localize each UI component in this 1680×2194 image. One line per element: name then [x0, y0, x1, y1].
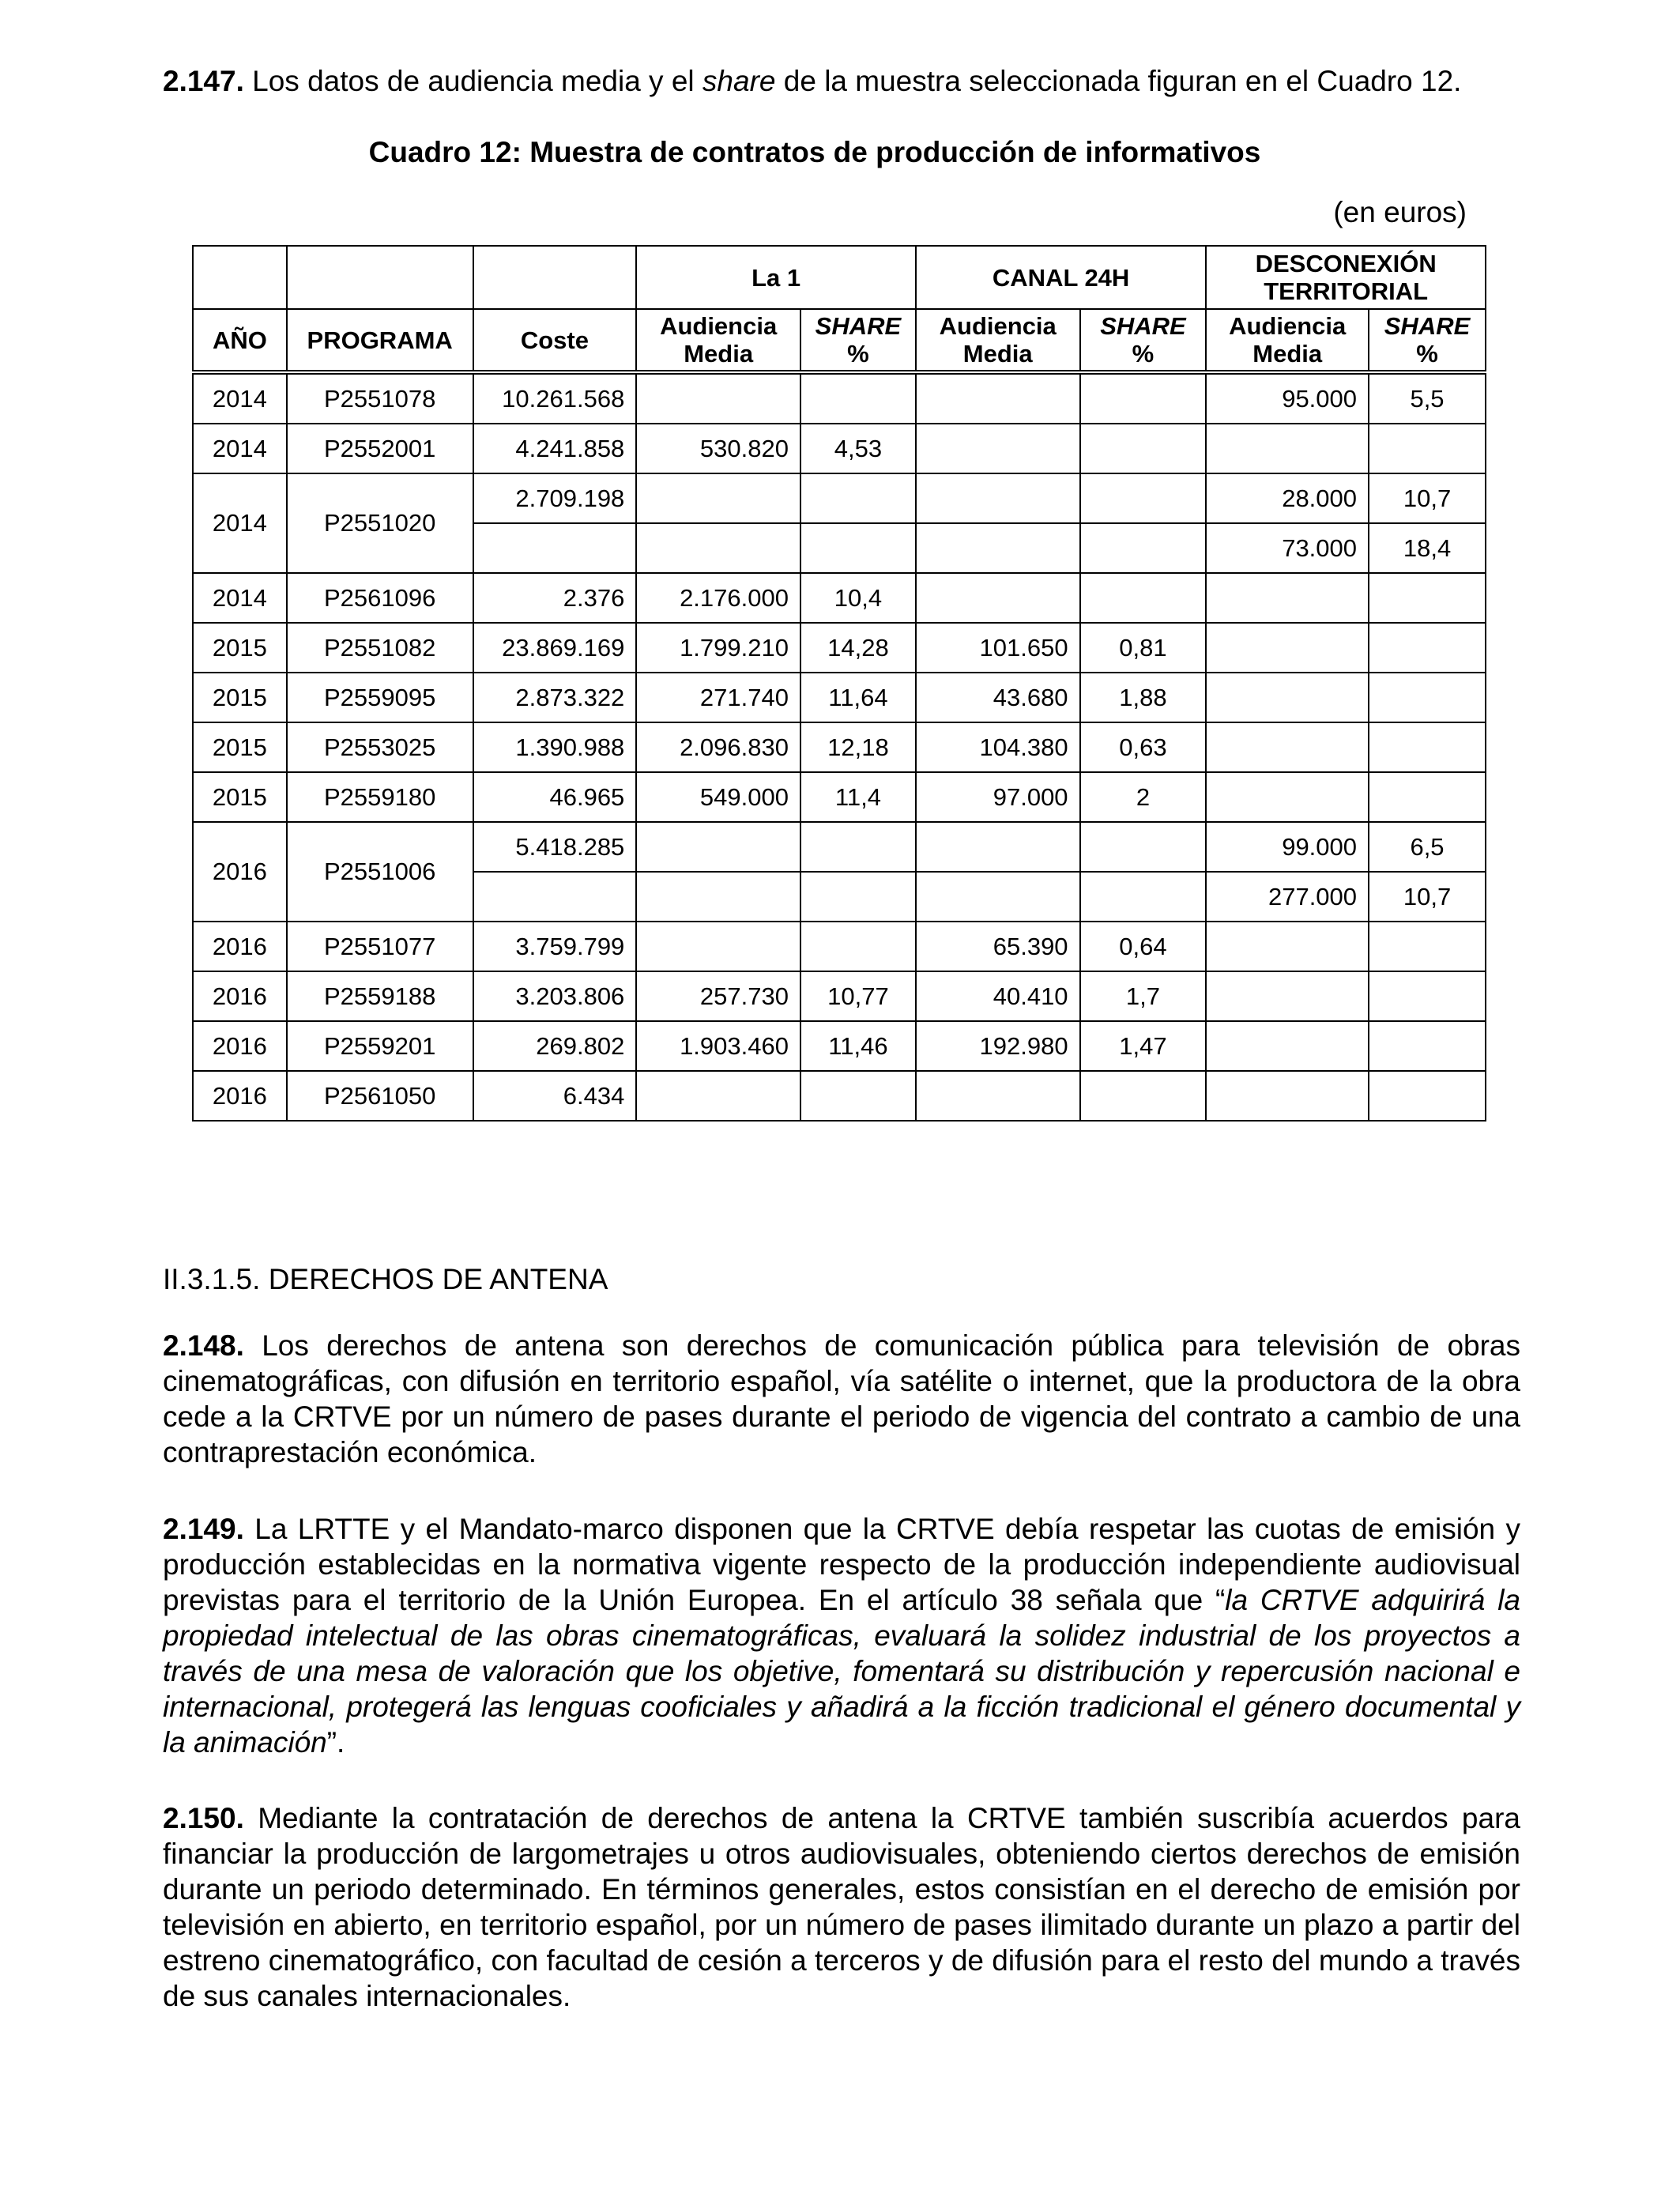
- la1-audiencia-cell: 257.730: [636, 971, 800, 1021]
- programa-cell: P2559201: [287, 1021, 473, 1071]
- canal24-audiencia-cell: 104.380: [916, 722, 1080, 772]
- table-row: [193, 623, 1486, 673]
- data-table: [192, 245, 1486, 1122]
- header-anio: AÑO: [193, 309, 287, 372]
- header-empty: [287, 246, 473, 309]
- la1-audiencia-cell: [636, 872, 800, 922]
- coste-cell: 5.418.285: [473, 822, 637, 872]
- canal24-share-cell: [1080, 822, 1207, 872]
- la1-share-cell: [800, 1071, 916, 1121]
- canal24-audiencia-cell: 40.410: [916, 971, 1080, 1021]
- desconexion-share-cell: [1369, 1021, 1486, 1071]
- header-audiencia: Audiencia Media: [916, 309, 1080, 372]
- header-audiencia: Audiencia Media: [1206, 309, 1369, 372]
- header-empty: [473, 246, 637, 309]
- desconexion-share-cell: [1369, 971, 1486, 1021]
- anio-cell: 2014: [193, 372, 287, 424]
- coste-cell: 2.873.322: [473, 673, 637, 722]
- canal24-share-cell: [1080, 372, 1207, 424]
- table-row: [193, 722, 1486, 772]
- canal24-share-cell: 0,81: [1080, 623, 1207, 673]
- canal24-share-cell: [1080, 523, 1207, 573]
- paragraph-italic: share: [702, 65, 776, 97]
- la1-share-cell: 10,4: [800, 573, 916, 623]
- coste-cell: 6.434: [473, 1071, 637, 1121]
- desconexion-share-cell: [1369, 424, 1486, 473]
- la1-audiencia-cell: [636, 523, 800, 573]
- header-share: SHARE %: [1080, 309, 1207, 372]
- header-desconexion: DESCONEXIÓN TERRITORIAL: [1206, 246, 1486, 309]
- section-title: II.3.1.5. DERECHOS DE ANTENA: [163, 1263, 608, 1295]
- desconexion-share-cell: [1369, 922, 1486, 971]
- la1-share-cell: [800, 922, 916, 971]
- table-units: (en euros): [1333, 196, 1467, 228]
- programa-cell: P2559095: [287, 673, 473, 722]
- canal24-audiencia-cell: [916, 523, 1080, 573]
- header-coste: Coste: [473, 309, 637, 372]
- la1-share-cell: 10,77: [800, 971, 916, 1021]
- canal24-share-cell: 2: [1080, 772, 1207, 822]
- paragraph-number: 2.147.: [163, 65, 244, 97]
- canal24-audiencia-cell: [916, 822, 1080, 872]
- table-caption: Cuadro 12: Muestra de contratos de producción de informativos: [368, 136, 1261, 168]
- la1-audiencia-cell: [636, 822, 800, 872]
- canal24-audiencia-cell: [916, 372, 1080, 424]
- desconexion-share-cell: [1369, 623, 1486, 673]
- canal24-share-cell: [1080, 872, 1207, 922]
- anio-cell: 2015: [193, 772, 287, 822]
- table-row: [193, 822, 1486, 872]
- table-row: [193, 971, 1486, 1021]
- table-header-row: [193, 246, 1486, 309]
- desconexion-audiencia-cell: [1206, 971, 1369, 1021]
- la1-share-cell: 14,28: [800, 623, 916, 673]
- coste-cell: 1.390.988: [473, 722, 637, 772]
- canal24-share-cell: [1080, 424, 1207, 473]
- anio-cell: 2016: [193, 1071, 287, 1121]
- desconexion-audiencia-cell: 28.000: [1206, 473, 1369, 523]
- la1-share-cell: [800, 523, 916, 573]
- la1-share-cell: 11,64: [800, 673, 916, 722]
- la1-share-cell: 12,18: [800, 722, 916, 772]
- coste-cell: 23.869.169: [473, 623, 637, 673]
- coste-cell: 2.709.198: [473, 473, 637, 523]
- paragraph-2-150: [163, 1800, 1520, 2014]
- paragraph-2-149: [163, 1511, 1520, 1760]
- desconexion-share-cell: [1369, 1071, 1486, 1121]
- programa-cell: P2559188: [287, 971, 473, 1021]
- desconexion-share-cell: 18,4: [1369, 523, 1486, 573]
- canal24-share-cell: 1,7: [1080, 971, 1207, 1021]
- coste-cell: 10.261.568: [473, 372, 637, 424]
- coste-cell: 3.203.806: [473, 971, 637, 1021]
- desconexion-share-cell: 10,7: [1369, 872, 1486, 922]
- la1-share-cell: [800, 473, 916, 523]
- la1-audiencia-cell: 530.820: [636, 424, 800, 473]
- desconexion-share-cell: [1369, 673, 1486, 722]
- canal24-share-cell: [1080, 573, 1207, 623]
- header-canal24: CANAL 24H: [916, 246, 1206, 309]
- la1-share-cell: 11,4: [800, 772, 916, 822]
- table-row: [193, 772, 1486, 822]
- table-row: [193, 673, 1486, 722]
- canal24-audiencia-cell: [916, 424, 1080, 473]
- desconexion-share-cell: 6,5: [1369, 822, 1486, 872]
- paragraph-text: ”.: [326, 1726, 345, 1759]
- desconexion-share-cell: 10,7: [1369, 473, 1486, 523]
- programa-cell: P2551020: [287, 473, 473, 573]
- programa-cell: P2553025: [287, 722, 473, 772]
- canal24-audiencia-cell: 97.000: [916, 772, 1080, 822]
- programa-cell: P2551078: [287, 372, 473, 424]
- canal24-share-cell: 0,64: [1080, 922, 1207, 971]
- coste-cell: 4.241.858: [473, 424, 637, 473]
- desconexion-share-cell: [1369, 772, 1486, 822]
- paragraph-quote: la CRTVE adquirirá la propiedad intelectual de las obras cinematográficas, evaluará la solidez industrial de los proyectos a través de una mesa de valoración que los objetive, fomentará su distribución y repercusión nacional e internacional, protegerá las lenguas cooficiales y añadirá a la ficción tradicional el género documental y la animación: [163, 1584, 1520, 1759]
- canal24-audiencia-cell: [916, 1071, 1080, 1121]
- anio-cell: 2016: [193, 971, 287, 1021]
- canal24-audiencia-cell: [916, 573, 1080, 623]
- header-la1: La 1: [636, 246, 916, 309]
- canal24-share-cell: [1080, 1071, 1207, 1121]
- programa-cell: P2559180: [287, 772, 473, 822]
- la1-audiencia-cell: 1.903.460: [636, 1021, 800, 1071]
- coste-cell: 269.802: [473, 1021, 637, 1071]
- desconexion-share-cell: 5,5: [1369, 372, 1486, 424]
- desconexion-audiencia-cell: [1206, 673, 1369, 722]
- programa-cell: P2551006: [287, 822, 473, 922]
- canal24-share-cell: 1,47: [1080, 1021, 1207, 1071]
- la1-audiencia-cell: 1.799.210: [636, 623, 800, 673]
- paragraph-text: de la muestra seleccionada figuran en el Cuadro 12.: [775, 65, 1462, 97]
- header-share: SHARE %: [1369, 309, 1486, 372]
- desconexion-audiencia-cell: [1206, 424, 1369, 473]
- paragraph-text: Mediante la contratación de derechos de antena la CRTVE también suscribía acuerdos para financiar la producción de largometrajes u otros audiovisuales, obteniendo ciertos derechos de emisión durante un periodo determinado. En términos generales, estos consistían en el derecho de emisión por televisión en abierto, en territorio español, por un número de pases ilimitado durante un plazo a partir del estreno cinematográfico, con facultad de cesión a terceros y de difusión para el resto del mundo a través de sus canales internacionales.: [163, 1802, 1520, 2012]
- canal24-audiencia-cell: 192.980: [916, 1021, 1080, 1071]
- canal24-audiencia-cell: 65.390: [916, 922, 1080, 971]
- desconexion-audiencia-cell: [1206, 1021, 1369, 1071]
- paragraph-2-148: [163, 1328, 1520, 1470]
- paragraph-text: Los derechos de antena son derechos de comunicación pública para televisión de obras cinematográficas, con difusión en territorio español, vía satélite o internet, que la productora de la obra cede a la CRTVE por un número de pases durante el periodo de vigencia del contrato a cambio de una contraprestación económica.: [163, 1329, 1520, 1468]
- canal24-share-cell: 1,88: [1080, 673, 1207, 722]
- anio-cell: 2014: [193, 424, 287, 473]
- desconexion-audiencia-cell: [1206, 623, 1369, 673]
- la1-share-cell: [800, 372, 916, 424]
- canal24-share-cell: 0,63: [1080, 722, 1207, 772]
- header-programa: PROGRAMA: [287, 309, 473, 372]
- paragraph-number: 2.148.: [163, 1329, 244, 1362]
- paragraph-text: La LRTTE y el Mandato-marco disponen que la CRTVE debía respetar las cuotas de emisión y producción establecidas en la normativa vigente respecto de la producción independiente audiovisual previstas para el territorio de la Unión Europea. En el artículo 38 señala que “: [163, 1513, 1520, 1616]
- desconexion-share-cell: [1369, 573, 1486, 623]
- canal24-audiencia-cell: 43.680: [916, 673, 1080, 722]
- la1-audiencia-cell: 2.096.830: [636, 722, 800, 772]
- table-row: [193, 1021, 1486, 1071]
- anio-cell: 2015: [193, 722, 287, 772]
- programa-cell: P2551082: [287, 623, 473, 673]
- table-header-row: [193, 309, 1486, 372]
- la1-share-cell: [800, 822, 916, 872]
- la1-audiencia-cell: 549.000: [636, 772, 800, 822]
- la1-audiencia-cell: [636, 473, 800, 523]
- desconexion-audiencia-cell: 99.000: [1206, 822, 1369, 872]
- paragraph-number: 2.150.: [163, 1802, 244, 1834]
- header-empty: [193, 246, 287, 309]
- header-share: SHARE %: [800, 309, 916, 372]
- la1-share-cell: 11,46: [800, 1021, 916, 1071]
- coste-cell: [473, 523, 637, 573]
- canal24-audiencia-cell: [916, 473, 1080, 523]
- table-body: [193, 372, 1486, 1121]
- anio-cell: 2014: [193, 573, 287, 623]
- programa-cell: P2552001: [287, 424, 473, 473]
- anio-cell: 2014: [193, 473, 287, 573]
- desconexion-share-cell: [1369, 722, 1486, 772]
- la1-share-cell: 4,53: [800, 424, 916, 473]
- anio-cell: 2016: [193, 822, 287, 922]
- desconexion-audiencia-cell: 277.000: [1206, 872, 1369, 922]
- anio-cell: 2015: [193, 623, 287, 673]
- paragraph-text: Los datos de audiencia media y el: [243, 65, 703, 97]
- desconexion-audiencia-cell: 73.000: [1206, 523, 1369, 573]
- la1-audiencia-cell: [636, 1071, 800, 1121]
- coste-cell: 3.759.799: [473, 922, 637, 971]
- programa-cell: P2551077: [287, 922, 473, 971]
- coste-cell: 2.376: [473, 573, 637, 623]
- desconexion-audiencia-cell: [1206, 772, 1369, 822]
- coste-cell: 46.965: [473, 772, 637, 822]
- programa-cell: P2561096: [287, 573, 473, 623]
- table-row: [193, 1071, 1486, 1121]
- canal24-share-cell: [1080, 473, 1207, 523]
- paragraph-2-147: [163, 63, 1520, 99]
- anio-cell: 2016: [193, 922, 287, 971]
- programa-cell: P2561050: [287, 1071, 473, 1121]
- desconexion-audiencia-cell: [1206, 922, 1369, 971]
- table-row: [193, 473, 1486, 523]
- la1-audiencia-cell: [636, 372, 800, 424]
- paragraph-number: 2.149.: [163, 1513, 244, 1545]
- anio-cell: 2016: [193, 1021, 287, 1071]
- desconexion-audiencia-cell: [1206, 573, 1369, 623]
- canal24-audiencia-cell: [916, 872, 1080, 922]
- la1-audiencia-cell: 2.176.000: [636, 573, 800, 623]
- coste-cell: [473, 872, 637, 922]
- header-audiencia: Audiencia Media: [636, 309, 800, 372]
- la1-audiencia-cell: [636, 922, 800, 971]
- table-row: [193, 922, 1486, 971]
- la1-share-cell: [800, 872, 916, 922]
- desconexion-audiencia-cell: 95.000: [1206, 372, 1369, 424]
- canal24-audiencia-cell: 101.650: [916, 623, 1080, 673]
- anio-cell: 2015: [193, 673, 287, 722]
- desconexion-audiencia-cell: [1206, 1071, 1369, 1121]
- table-row: [193, 424, 1486, 473]
- table-row: [193, 372, 1486, 424]
- table-row: [193, 573, 1486, 623]
- desconexion-audiencia-cell: [1206, 722, 1369, 772]
- la1-audiencia-cell: 271.740: [636, 673, 800, 722]
